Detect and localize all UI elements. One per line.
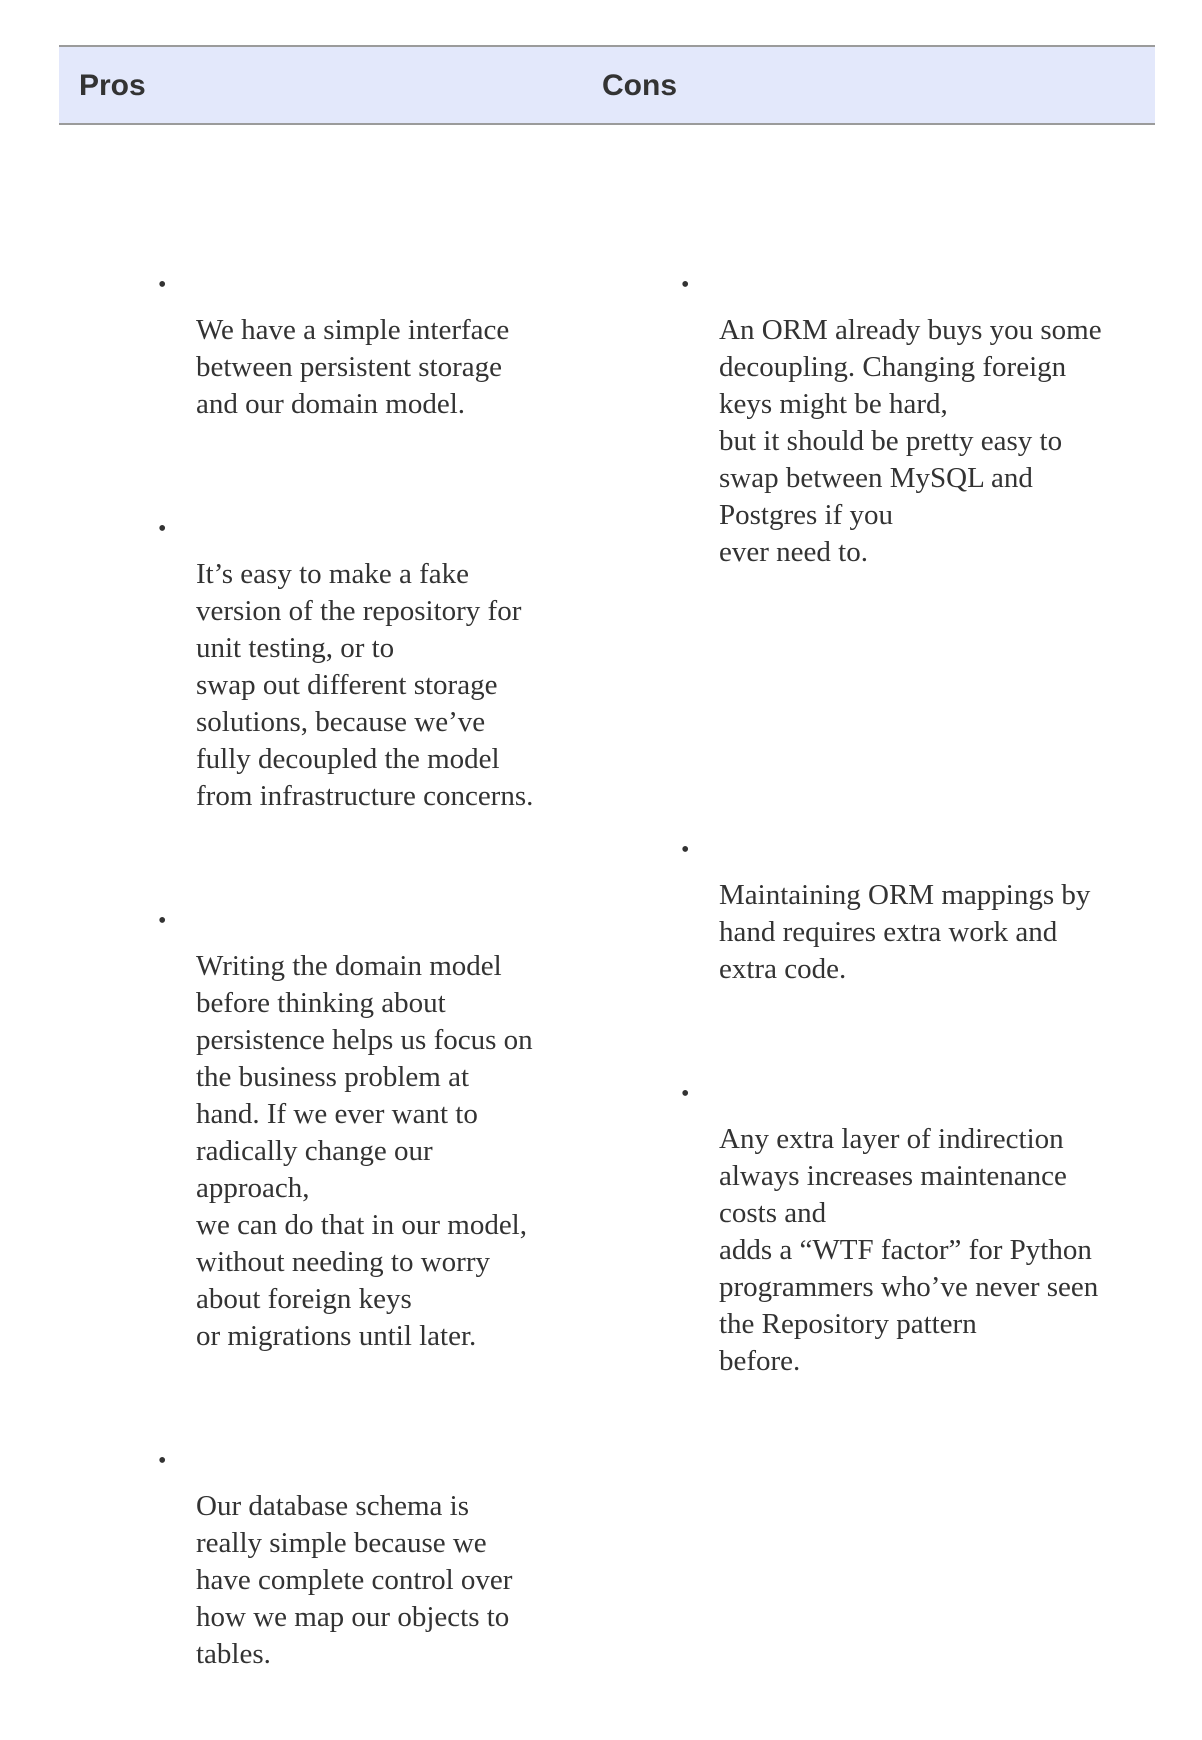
bullet-icon: • xyxy=(158,908,167,934)
pros-header: Pros xyxy=(79,69,146,102)
cons-list-item: • Any extra layer of indirection always increases maintenance costs and adds a “WTF factor” for Python programmers who’ve never seen the Repository pattern before. xyxy=(681,1081,1099,1377)
bullet-icon: • xyxy=(158,1448,167,1474)
bullet-icon: • xyxy=(681,1081,690,1107)
cons-list-item: • Maintaining ORM mappings by hand requires extra work and extra code. xyxy=(681,837,1091,985)
bullet-icon: • xyxy=(158,516,167,542)
pros-list-item: • We have a simple interface between persistent storage and our domain model. xyxy=(158,272,510,420)
pros-list-item: • Writing the domain model before thinking about persistence helps us focus on the business problem at hand. If we ever want to radically change our approach, we can do that in our model, without needing to worry about foreign keys or migrations until later. xyxy=(158,908,533,1352)
pros-list-item: • It’s easy to make a fake version of the repository for unit testing, or to swap out different storage solutions, because we’ve fully decoupled the model from infrastructure concerns. xyxy=(158,516,534,812)
bullet-icon: • xyxy=(681,837,690,863)
bullet-icon: • xyxy=(158,272,167,298)
bullet-icon: • xyxy=(681,272,690,298)
pros-list-item: • Our database schema is really simple because we have complete control over how we map our objects to tables. xyxy=(158,1448,513,1670)
cons-list-item: • An ORM already buys you some decoupling. Changing foreign keys might be hard, but it should be pretty easy to swap between MySQL and Postgres if you ever need to. xyxy=(681,272,1102,568)
cons-header: Cons xyxy=(602,69,677,102)
table-header xyxy=(59,45,1155,125)
